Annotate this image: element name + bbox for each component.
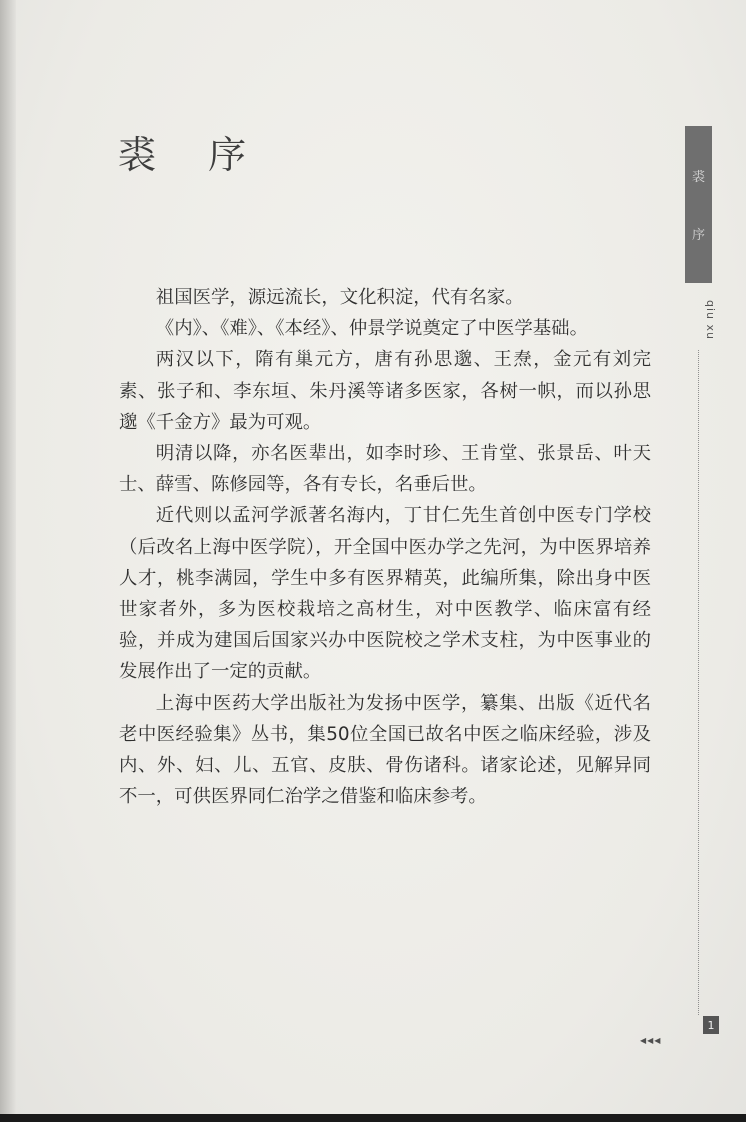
page-number: 1 — [703, 1016, 719, 1034]
paragraph-1: 祖国医学，源远流长，文化积淀，代有名家。 — [155, 287, 524, 308]
chapter-side-tab — [685, 126, 712, 283]
preface-body — [119, 282, 651, 812]
paragraph-2: 《内》、《难》、《本经》、仲景学说奠定了中医学基础。 — [155, 318, 588, 340]
bottom-edge — [0, 1114, 746, 1122]
book-binding-edge — [0, 0, 16, 1122]
paragraph-4: 明清以降，亦名医辈出，如李时珍、王肯堂、张景岳、叶天士、薛雪、陈修园等，各有专长，名垂后世。 — [119, 443, 651, 496]
side-tab-char-1: 裘 — [691, 169, 705, 185]
margin-dotted-line — [698, 350, 699, 1015]
side-tab-pinyin: qiu xu — [704, 300, 717, 340]
paragraph-6: 上海中医药大学出版社为发扬中医学，纂集、出版《近代名老中医经验集》丛书，集50位全国已故名中医之临床经验，涉及内、外、妇、儿、五官、皮肤、骨伤诸科。诸家论述，见解异同不一，可供医界同仁治学之借鉴和临床参考。 — [119, 692, 651, 808]
side-tab-char-2: 序 — [691, 228, 705, 244]
page-title: 裘 序 — [118, 133, 267, 177]
book-page — [16, 0, 746, 1122]
paragraph-5: 近代则以孟河学派著名海内，丁甘仁先生首创中医专门学校（后改名上海中医学院），开全国中医办学之先河，为中医界培养人才，桃李满园，学生中多有医界精英，此编所集，除出身中医世家者外，多为医校栽培之高材生，对中医教学、临床富有经验，并成为建国后国家兴办中医院校之学术支柱，为中医事业的发展作出了一定的贡献。 — [119, 505, 651, 683]
page-arrows-icon: ◀◀◀ — [640, 1036, 662, 1045]
paragraph-3: 两汉以下，隋有巢元方，唐有孙思邈、王焘，金元有刘完素、张子和、李东垣、朱丹溪等诸多医家，各树一帜，而以孙思邈《千金方》最为可观。 — [119, 349, 651, 433]
